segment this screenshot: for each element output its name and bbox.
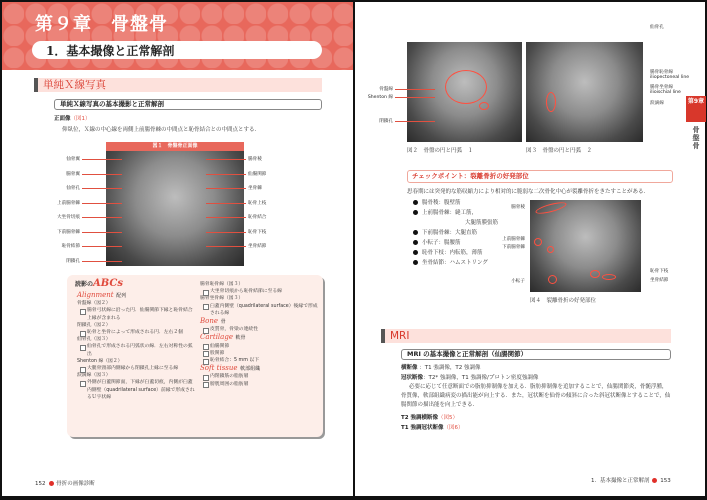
leader-line [206, 188, 246, 189]
mri-body-text: 必要に応じて任意断面での脂肪抑制像を加える．脂肪抑制像を追加することで，仙腸関節炎，骨髄浮腫，骨質像，軟部組織病変の描出能が向上する．また，冠状断を仙骨の傾斜に合った斜冠状断像とすることで，仙腸関節の描出能を向上できる． [401, 384, 671, 408]
bullet-item: 恥骨下枝：内転筋，薄筋 [413, 248, 498, 258]
fig3-caption: 図３ 骨盤の円と円弧 ２ [526, 148, 593, 154]
figure-label: 下前腸骨棘 [502, 245, 525, 250]
bullet-icon [413, 210, 418, 215]
abc-item-heading: Shenton 線（図２） [77, 358, 123, 364]
leader-line [82, 159, 122, 160]
figure-label: 腸骨恥骨線 [650, 70, 673, 75]
bullet-item: 腸骨稜：腹壁筋 [413, 198, 498, 208]
abc-checkbox-item[interactable]: 大腿骨頸部内側縁から閉鎖孔上縁に至る線 [77, 365, 197, 372]
abcs-title: 読影のABCs [75, 278, 124, 289]
figure-label: 仙骨孔 [66, 186, 80, 191]
leader-line [82, 203, 122, 204]
left-footer: 152 骨折の画像診断 [35, 481, 95, 487]
figure-label: 恥骨結節 [61, 244, 80, 249]
figure-label: 小転子 [511, 279, 525, 284]
right-page [355, 2, 705, 496]
leader-line [82, 217, 122, 218]
mri-axial: 横断像 ：T1 強調像，T2 強調像 [401, 365, 481, 371]
figure-label: 仙骨翼 [66, 157, 80, 162]
fig4-caption: 図４ 裂離骨折の好発部位 [530, 298, 597, 304]
leader-line [82, 246, 122, 247]
abc-item-heading: 涙滴線（図３） [77, 373, 111, 379]
leader-line [82, 174, 122, 175]
abc-checkbox-item[interactable]: 仙腸関節 [200, 343, 320, 350]
figure-label: 大坐骨切痕 [57, 215, 80, 220]
leader-line [206, 246, 246, 247]
abc-item-heading: 閉鎖孔（図２） [77, 322, 111, 328]
figure-label: 腸骨稜 [248, 157, 262, 162]
figure-label: 骨盤線 [379, 87, 393, 92]
fig3-xray-image [526, 42, 643, 142]
bullet-icon [413, 250, 418, 255]
bullet-item: 小転子：腸腰筋 [413, 238, 498, 248]
fig2-caption: 図２ 骨盤の円と円弧 １ [407, 148, 474, 154]
abc-item-heading: 腸骨坐骨線（図３） [200, 296, 244, 302]
section-title: 1．基本撮像と正常解剖 [32, 41, 322, 59]
figure-label: 涙滴線 [650, 101, 664, 106]
leader-line [395, 89, 435, 90]
leader-line [395, 121, 435, 122]
checkpoint-text: 思春期には突発的な筋収縮力により相対的に脆弱な二次骨化中心が裂離骨折をきたすことがある． [407, 189, 650, 195]
bullet-icon [413, 240, 418, 245]
mri-t1: T1 強調冠状断像（図6） [401, 425, 464, 431]
figure-label: 坐骨棘 [248, 186, 262, 191]
figure-label: 坐骨結節 [650, 278, 669, 283]
figure-label: 上前腸骨棘 [502, 237, 525, 242]
abcs-box [67, 275, 323, 437]
frontal-text: 仰臥位，Ｘ線の中心線を両側上前腸骨棘の中間点と恥骨結合との中間点とする． [62, 127, 261, 133]
figure-label: 上前腸骨棘 [57, 200, 80, 206]
bullet-item: 坐骨結節：ハムストリング [413, 258, 498, 268]
bullet-icon [413, 230, 418, 235]
leader-line [206, 159, 246, 160]
abc-checkbox-item[interactable]: 大坐骨切痕から恥骨結節に至る線 [200, 288, 320, 295]
cartilage-heading: Cartilage 軟骨 [200, 333, 246, 342]
abc-checkbox-item[interactable]: 股関節 [200, 350, 320, 357]
leader-line [206, 232, 246, 233]
figure-label: Shenton 線 [367, 95, 393, 100]
abc-checkbox-item[interactable]: 恥骨と坐骨によって形成される円．左右２個 [77, 329, 197, 336]
bullet-icon [413, 260, 418, 265]
leader-line [395, 97, 435, 98]
figure-label: 仙腸関節 [248, 171, 267, 177]
chapter-tab-label: 骨盤骨 [692, 126, 700, 150]
figure-label: 閉鎖孔 [66, 258, 80, 264]
right-footer: 1．基本撮像と正常解剖 153 [591, 478, 671, 484]
figure-label: 恥骨結合 [248, 215, 267, 220]
figure-label: 坐骨結節 [248, 244, 267, 249]
fig1-title: 図１ 骨盤骨正面像 [106, 142, 244, 151]
checkpoint-heading: チェックポイント：裂離骨折の好発部位 [407, 170, 673, 183]
soft-heading: Soft tissue 軟部組織 [200, 364, 261, 373]
figure-label: 恥骨下枝 [248, 229, 267, 235]
bullet-item: 大腿筋膜張筋 [465, 220, 499, 226]
abc-checkbox-item[interactable]: 外側が臼蓋関節面，下縁が臼蓋切痕，内側が臼蓋内側壁（quadrilateral surface）前縁で形成されるＵ字状線 [77, 379, 197, 401]
figure-label: 下前腸骨棘 [57, 229, 80, 235]
figure-label: 腸骨翼 [66, 171, 80, 177]
abc-checkbox-item[interactable]: 皮質骨，骨梁の連続性 [200, 326, 320, 333]
chapter-title: 第９章 骨盤骨 [35, 14, 168, 35]
figure-label: 閉鎖孔 [379, 119, 393, 124]
leader-line [206, 174, 246, 175]
abc-checkbox-item[interactable]: 内閉鎖筋の脂肪層 [200, 373, 320, 380]
abc-checkbox-item[interactable]: 仙骨孔で形成される円弧状の線．左右対称性の弧出 [77, 343, 197, 357]
figure-label: 腸骨坐骨線 [650, 85, 673, 90]
figure-label: 恥骨下枝 [650, 269, 669, 274]
frontal-heading: 正面像（図1） [54, 116, 91, 122]
leader-line [82, 261, 122, 262]
leader-line [82, 232, 122, 233]
chapter-tab[interactable]: 第9章 [686, 96, 706, 122]
xray-section-heading: 単純Ｘ線写真 [34, 78, 322, 92]
abc-item-heading: 骨盤線（図２） [77, 301, 111, 307]
figure-label: iliopectoneal line [650, 75, 690, 80]
figure-label: 恥骨上枝 [248, 200, 267, 206]
mri-subsection-heading: MRI の基本撮像と正常解剖（仙腸関節） [401, 349, 671, 360]
mri-coronal: 冠状断像：T2* 強調像，T1 強調像/プロトン密度強調像 [401, 375, 539, 381]
abc-checkbox-item[interactable]: 膀胱周囲の脂肪層 [200, 381, 320, 388]
fig1-xray-image [106, 151, 244, 266]
footer-dot-icon [49, 481, 54, 486]
figure-label: ilioischial line [650, 90, 681, 95]
bone-heading: Bone 骨 [200, 317, 226, 326]
left-page [2, 2, 353, 496]
leader-line [82, 188, 122, 189]
alignment-heading: Alignment 配列 [77, 291, 127, 299]
leader-line [206, 203, 246, 204]
bullet-item: 下前腸骨棘：大腿直筋 [413, 228, 498, 238]
mri-section-heading: MRI [381, 329, 671, 343]
fig4-xray-image [530, 200, 641, 292]
figure-label: 腸骨稜 [511, 205, 525, 210]
abc-item-heading: 仙骨孔（図３） [77, 337, 111, 343]
footer-dot-icon [652, 478, 657, 483]
bullet-item: 上前腸骨棘：縫工筋， [413, 208, 498, 218]
leader-line [206, 217, 246, 218]
abc-checkbox-item[interactable]: 臼蓋内側壁（quadrilateral surface）後縁で形成される線 [200, 303, 320, 317]
bullet-icon [413, 200, 418, 205]
abc-checkbox-item[interactable]: 恥骨結合：5 mm 以下 [200, 357, 320, 364]
mri-t2: T2 強調横断像（図5） [401, 415, 458, 421]
fig1-ref[interactable]: （図1） [70, 116, 91, 122]
fig2-xray-image [407, 42, 522, 142]
abc-item-heading: 腸骨恥骨線（図３） [200, 282, 244, 287]
abc-checkbox-item[interactable]: 腸骨弓状線に沿った円．仙腸関節下縁と恥骨結合上縁が含まれる [77, 307, 197, 321]
xray-subsection-heading: 単純Ｘ線写真の基本撮影と正常解剖 [54, 99, 322, 110]
figure-label: 仙骨孔 [650, 25, 664, 30]
